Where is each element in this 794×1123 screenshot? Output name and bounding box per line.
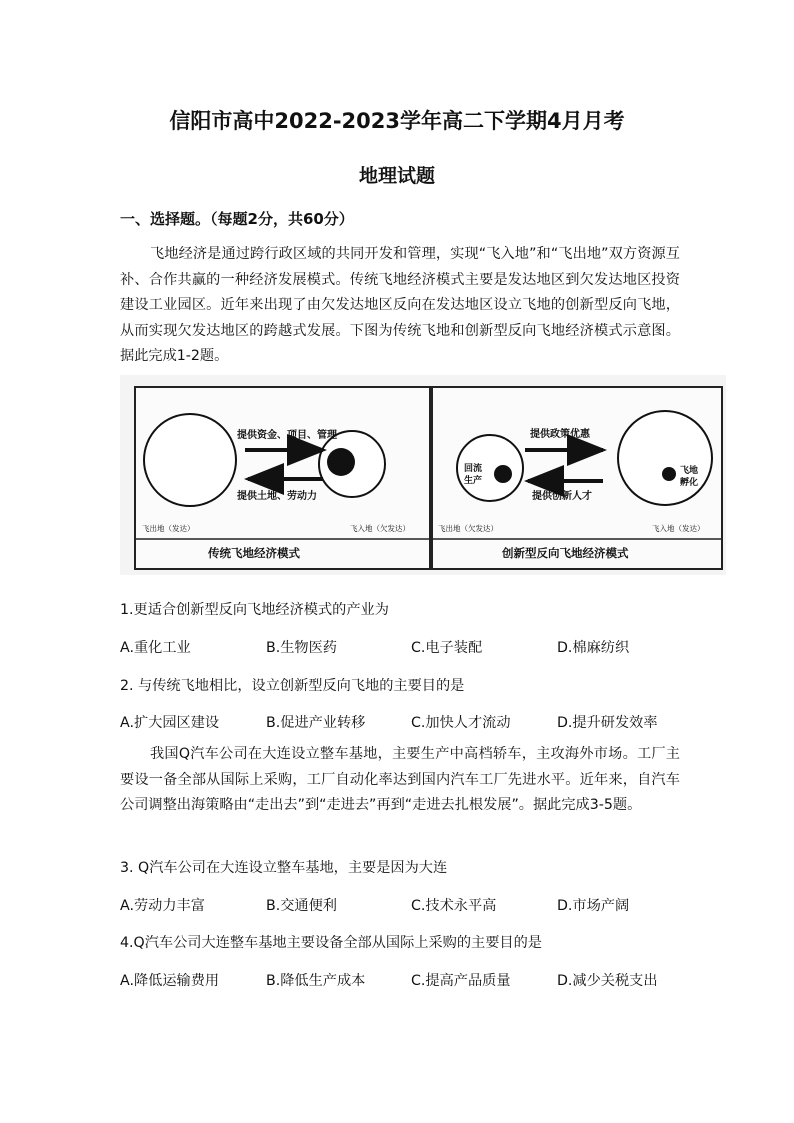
- q2-option-c: C.加快人才流动: [411, 715, 511, 731]
- q3-option-c: C.技术永平高: [411, 898, 497, 914]
- right-fly-out-dot: [494, 465, 512, 483]
- q3-option-d: D.市场产阔: [557, 898, 630, 914]
- q4-option-d: D.减少关税支出: [557, 973, 658, 989]
- exam-subtitle: 地理试题: [358, 165, 435, 187]
- right-top-arrow-label: 提供政策优惠: [530, 429, 590, 440]
- left-caption: 传统飞地经济模式: [208, 546, 300, 560]
- q4-option-a: A.降低运输费用: [120, 973, 220, 989]
- q4-option-c: C.提高产品质量: [411, 973, 511, 989]
- left-fly-out-circle: [144, 414, 236, 506]
- question-4-stem: 4.Q汽车公司大连整车基地主要设备全部从国际上采购的主要目的是: [120, 935, 542, 951]
- section-heading: 一、选择题。（每题2分，共60分）: [120, 210, 354, 228]
- q2-option-d: D.提升研发效率: [557, 715, 658, 731]
- q2-option-a: A.扩大园区建设: [120, 715, 220, 731]
- right-fly-in-dot-label-1: 飞地: [680, 466, 699, 476]
- q1-option-d: D.棉麻纺织: [557, 640, 630, 656]
- question-2-stem: 2. 与传统飞地相比，设立创新型反向飞地的主要目的是: [120, 678, 465, 694]
- exam-title: 信阳市高中2022-2023学年高二下学期4月月考: [169, 109, 625, 133]
- q3-option-b: B.交通便利: [266, 898, 337, 914]
- left-fly-in-dot: [327, 448, 355, 476]
- left-bottom-arrow-label: 提供土地、劳动力: [237, 491, 317, 502]
- q4-option-b: B.降低生产成本: [266, 973, 366, 989]
- q3-option-a: A.劳动力丰富: [120, 898, 205, 914]
- right-fly-out-dot-label-1: 回流: [464, 464, 483, 474]
- right-fly-out-dot-label-2: 生产: [464, 476, 483, 486]
- right-bottom-arrow-label: 提供创新人才: [532, 491, 592, 502]
- q1-option-a: A.重化工业: [120, 640, 191, 656]
- passage-2: 我国Q汽车公司在大连设立整车基地，主要生产中高档轿车，主攻海外市场。工厂主要设一备全部从国际上采购，工厂自动化率达到国内汽车工厂先进水平。近年来，自汽车公司调整出海策略由“走出去”到“走进去”再到“走进去扎根发展”。据此完成3-5题。: [120, 746, 680, 813]
- q2-option-b: B.促进产业转移: [266, 715, 366, 731]
- passage-1: 飞地经济是通过跨行政区域的共同开发和管理，实现“飞入地”和“飞出地”双方资源互补、合作共赢的一种经济发展模式。传统飞地经济模式主要是发达地区到欠发达地区投资建设工业园区。近年来出现了由欠发达地区反向在发达地区设立飞地的创新型反向飞地，从而实现欠发达地区的跨越式发展。下图为传统飞地和创新型反向飞地经济模式示意图。据此完成1-2题。: [120, 246, 680, 364]
- q1-option-c: C.电子装配: [411, 640, 483, 656]
- flying-land-diagram: [120, 375, 726, 575]
- question-1-stem: 1.更适合创新型反向飞地经济模式的产业为: [120, 602, 389, 618]
- right-fly-in-dot: [662, 467, 676, 481]
- left-fly-in-label: 飞入地（欠发达）: [350, 524, 410, 533]
- right-fly-in-label: 飞入地（发达）: [652, 524, 705, 533]
- right-fly-out-label: 飞出地（欠发达）: [438, 524, 498, 533]
- right-fly-in-circle: [618, 411, 712, 505]
- right-caption: 创新型反向飞地经济模式: [502, 546, 629, 560]
- question-3-stem: 3. Q汽车公司在大连设立整车基地，主要是因为大连: [120, 860, 448, 876]
- q1-option-b: B.生物医药: [266, 640, 337, 656]
- right-fly-in-dot-label-2: 孵化: [680, 478, 699, 488]
- left-fly-out-label: 飞出地（发达）: [142, 524, 195, 533]
- left-top-arrow-label: 提供资金、项目、管理: [237, 430, 337, 441]
